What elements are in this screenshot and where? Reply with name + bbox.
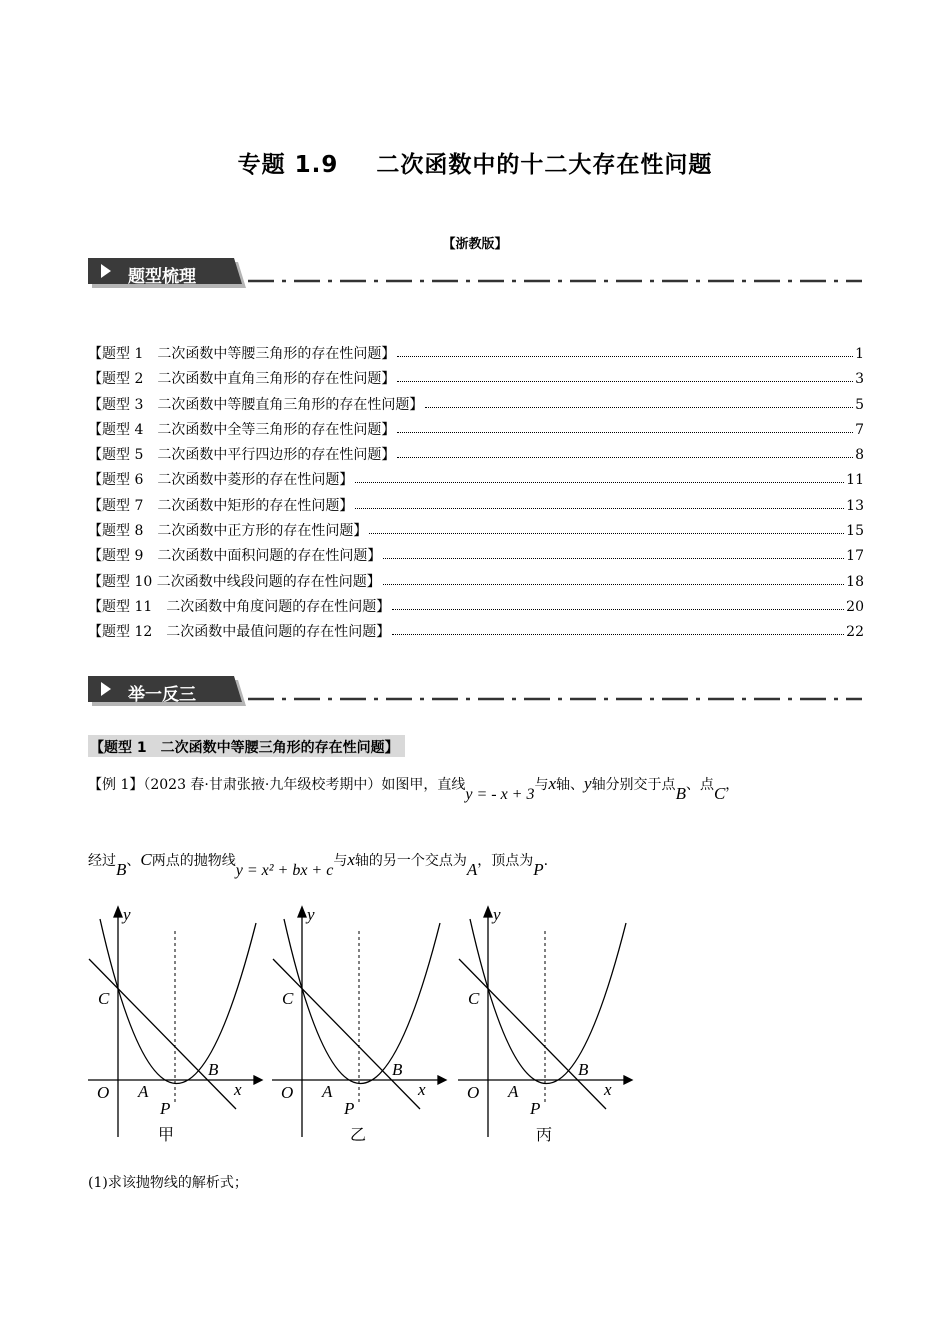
example-1-line-2: 经过B、C两点的抛物线y = x² + bx + c与x轴的另一个交点为A，顶点为P. [88, 850, 549, 879]
toc-entry[interactable]: 【题型 8 二次函数中正方形的存在性问题】 15 [88, 523, 864, 540]
svg-text:x: x [604, 1080, 612, 1099]
toc-entry[interactable]: 【题型 5 二次函数中平行四边形的存在性问题】 8 [88, 447, 864, 464]
table-of-contents [88, 343, 864, 647]
toc-entry[interactable]: 【题型 7 二次函数中矩形的存在性问题】 13 [88, 497, 864, 514]
svg-text:B: B [208, 1060, 219, 1079]
parabola [284, 919, 440, 1084]
svg-text:A: A [508, 1082, 519, 1101]
toc-entry[interactable]: 【题型 10 二次函数中线段问题的存在性问题】 18 [88, 573, 864, 590]
type-1-header: 【题型 1 二次函数中等腰三角形的存在性问题】 [88, 735, 405, 757]
graph-caption: 丙 [535, 1125, 552, 1144]
line-equation: y = - x + 3 [465, 786, 535, 803]
graph-bing [456, 897, 636, 1147]
svg-text:P: P [160, 1099, 171, 1118]
svg-text:A: A [138, 1082, 149, 1101]
section-banner-question-types [88, 258, 862, 292]
toc-entry[interactable]: 【题型 12 二次函数中最值问题的存在性问题】 22 [88, 624, 864, 641]
line-bc [459, 959, 606, 1109]
toc-entry[interactable]: 【题型 4 二次函数中全等三角形的存在性问题】 7 [88, 421, 864, 438]
topic-number: 专题 1.9 [237, 152, 339, 178]
graph-caption: 乙 [349, 1125, 366, 1144]
svg-text:C: C [282, 989, 294, 1008]
line-bc [89, 959, 236, 1109]
parabola [100, 919, 256, 1084]
svg-text:A: A [322, 1082, 333, 1101]
section-banner-examples [88, 676, 862, 710]
toc-entry[interactable]: 【题型 11 二次函数中角度问题的存在性问题】 20 [88, 598, 864, 615]
svg-text:y: y [493, 905, 501, 924]
svg-text:y: y [307, 905, 315, 924]
topic-title: 二次函数中的十二大存在性问题 [376, 152, 713, 178]
svg-text:C: C [98, 989, 110, 1008]
toc-entry[interactable]: 【题型 6 二次函数中菱形的存在性问题】 11 [88, 472, 864, 489]
svg-text:B: B [578, 1060, 589, 1079]
example-1-line-1: 【例 1】（2023 春·甘肃张掖·九年级校考期中）如图甲，直线y = - x + 3与x轴、y轴分别交于点B、点C， [88, 774, 740, 803]
question-1: (1)求该抛物线的解析式； [88, 1175, 248, 1191]
svg-text:P: P [530, 1099, 541, 1118]
svg-text:O: O [97, 1083, 110, 1102]
graph-jia [86, 897, 266, 1147]
svg-text:x: x [234, 1080, 242, 1099]
dash-dot-rule [248, 696, 862, 702]
svg-text:x: x [418, 1080, 426, 1099]
svg-text:P: P [344, 1099, 355, 1118]
svg-text:B: B [392, 1060, 403, 1079]
section-title: 题型梳理 [128, 267, 196, 287]
graph-yi [270, 897, 450, 1147]
toc-entry[interactable]: 【题型 3 二次函数中等腰直角三角形的存在性问题】 5 [88, 396, 864, 413]
edition-label: 【浙教版】 [442, 237, 508, 252]
parabola [470, 919, 626, 1084]
svg-text:y: y [123, 905, 131, 924]
parabola-equation: y = x² + bx + c [235, 862, 334, 879]
page-title [0, 146, 950, 179]
toc-entry[interactable]: 【题型 2 二次函数中直角三角形的存在性问题】 3 [88, 371, 864, 388]
svg-text:O: O [467, 1083, 480, 1102]
dash-dot-rule [248, 278, 862, 284]
svg-text:O: O [281, 1083, 294, 1102]
graph-caption: 甲 [157, 1125, 174, 1144]
section-title: 举一反三 [128, 685, 196, 705]
toc-entry[interactable]: 【题型 9 二次函数中面积问题的存在性问题】 17 [88, 548, 864, 565]
toc-entry[interactable]: 【题型 1 二次函数中等腰三角形的存在性问题】 1 [88, 346, 864, 362]
svg-text:C: C [468, 989, 480, 1008]
line-bc [273, 959, 420, 1109]
